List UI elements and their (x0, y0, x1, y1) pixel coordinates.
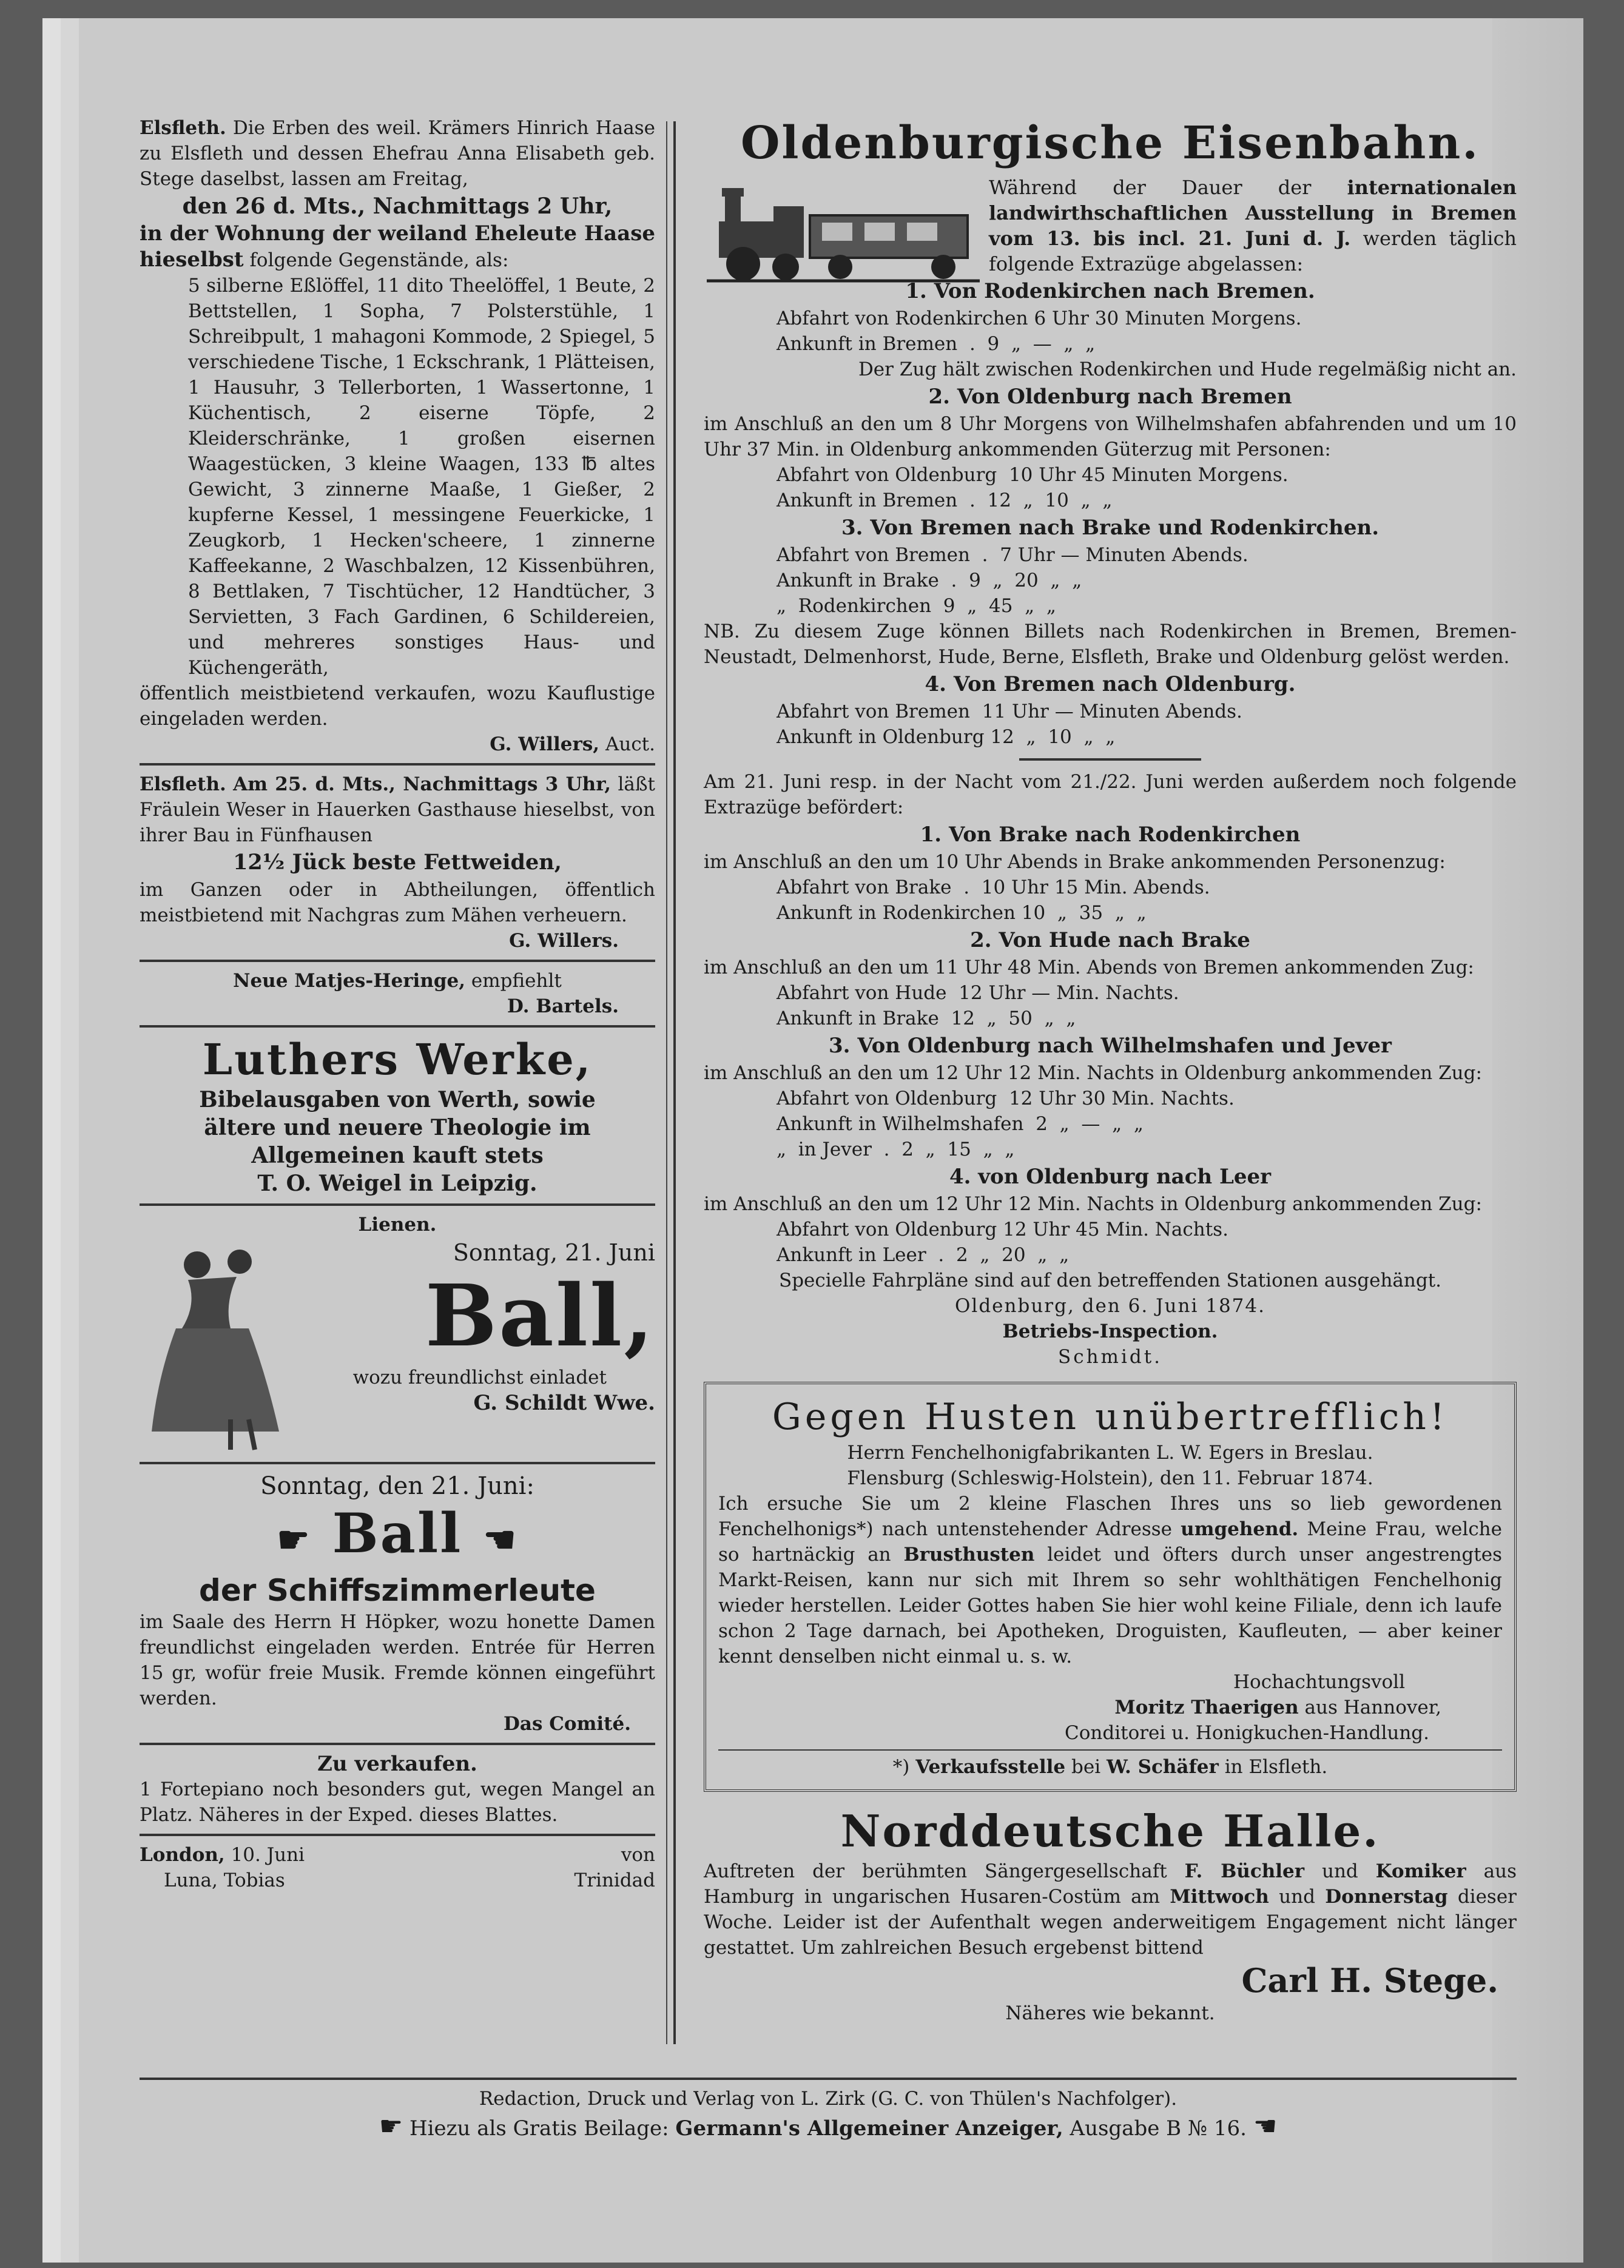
ad-line: ältere und neuere Theologie im (204, 1115, 591, 1140)
footer-supplement: Hiezu als Gratis Beilage: (409, 2116, 669, 2141)
ad-bold: Komiker (1375, 1860, 1466, 1882)
ad-line: Bibelausgaben von Werth, sowie (199, 1087, 596, 1112)
ad-date: Sonntag, den 21. Juni: (260, 1472, 534, 1500)
rail-dateline: Oldenburg, den 6. Juni 1874. (955, 1295, 1265, 1317)
ad-title: Gegen Husten unübertrefflich! (772, 1396, 1449, 1438)
rail-section-title: 4. Von Bremen nach Oldenburg. (925, 672, 1296, 696)
rail-section-title: 4. von Oldenburg nach Leer (949, 1165, 1272, 1189)
ad-place: in der Wohnung der weiland Eheleute Haase hieselbst (140, 221, 655, 272)
rail-time-row: „ in Jever . 2 „ 15 „ „ (777, 1139, 1015, 1160)
rail-note: NB. Zu diesem Zuge können Billets nach Rodenkirchen in Bremen, Bremen-Neustadt, Delmenhorst, Hude, Berne, Elsfleth, Brake und Oldenburg gelöst werden. (704, 621, 1517, 668)
rail-section-text: im Anschluß an den um 12 Uhr 12 Min. Nachts in Oldenburg ankommenden Zug: (704, 1193, 1482, 1215)
ad-closing: öffentlich meistbietend verkaufen, wozu Kauflustige eingeladen werden. (140, 682, 655, 730)
rail-note: Der Zug hält zwischen Rodenkirchen und Hude regelmäßig nicht an. (858, 358, 1517, 380)
divider (718, 1749, 1502, 1751)
ad-footnote: W. Schäfer (1107, 1756, 1219, 1778)
ad-dateline: Flensburg (Schleswig-Holstein), den 11. Februar 1874. (847, 1467, 1373, 1489)
ad-lead: Elsfleth. (140, 773, 226, 795)
ad-date: Sonntag, 21. Juni (453, 1239, 655, 1266)
rail-time-row: Abfahrt von Brake . 10 Uhr 15 Min. Abends. (777, 877, 1210, 898)
column-rule (673, 121, 676, 2044)
ad-footnote: bei (1071, 1756, 1101, 1778)
rail-intro (704, 175, 1517, 277)
left-column (140, 115, 655, 1893)
ad-intro: Die Erben des weil. Krämers Hinrich Haase zu Elsfleth und dessen Ehefrau Anna Elisabeth geb. Stege daselbst, lassen am Freitag, (140, 117, 655, 190)
divider (140, 763, 655, 766)
ad-text-bold: Brusthusten (903, 1544, 1035, 1566)
rail-time-row: Ankunft in Rodenkirchen 10 „ 35 „ „ (777, 902, 1147, 924)
ad-sender: Herrn Fenchelhonigfabrikanten L. W. Egers in Breslau. (847, 1442, 1373, 1464)
rail-time-row: Ankunft in Brake 12 „ 50 „ „ (777, 1008, 1076, 1029)
ad-footnote: in Elsfleth. (1224, 1756, 1328, 1778)
rail-time-row: Ankunft in Wilhelmshafen 2 „ — „ „ (777, 1113, 1144, 1135)
luther-ad (140, 1034, 655, 1197)
ad-closing: Hochachtungsvoll (1233, 1671, 1405, 1693)
footer-supplement-title: Germann's Allgemeiner Anzeiger, (675, 2116, 1063, 2141)
divider (140, 1462, 655, 1464)
news-date: 10. Juni (231, 1844, 305, 1866)
rail-section-text: im Anschluß an den um 12 Uhr 12 Min. Nachts in Oldenburg ankommenden Zug: (704, 1062, 1482, 1084)
ad-title: Ball (332, 1501, 463, 1566)
elsfleth-auction-ad (140, 115, 655, 757)
ad-subtitle: der Schiffszimmerleute (199, 1573, 596, 1608)
ad-footnote: *) (892, 1756, 910, 1778)
divider (140, 1025, 655, 1028)
rail-plans: Specielle Fahrpläne sind auf den betreffenden Stationen ausgehängt. (778, 1270, 1442, 1291)
ad-signature-role: Auct. (605, 733, 655, 755)
rail-time-row: „ Rodenkirchen 9 „ 45 „ „ (777, 595, 1056, 617)
footer-supplement-edition: Ausgabe B № 16. (1070, 2116, 1247, 2141)
ad-signature: G. Willers, (490, 733, 600, 755)
divider (1019, 758, 1201, 761)
ball-lienen-ad (140, 1212, 655, 1456)
divider (140, 1743, 655, 1745)
ad-invite: wozu freundlichst einladet (352, 1367, 607, 1388)
ad-title: Norddeutsche Halle. (840, 1805, 1380, 1857)
ad-footnote: Verkaufsstelle (915, 1756, 1066, 1778)
sale-ad (140, 1751, 655, 1828)
ad-text: 1 Fortepiano noch besonders gut, wegen Mangel an Platz. Näheres in der Exped. dieses Blattes. (140, 1778, 655, 1826)
ad-text: im Saale des Herrn H Höpker, wozu honette Damen freundlichst eingeladen werden. Entrée für Herren 15 gr, wofür freie Musik. Fremde können eingeführt werden. (140, 1611, 655, 1709)
rail-time-row: Ankunft in Bremen . 9 „ — „ „ (777, 333, 1096, 355)
rail-section-title: 2. Von Oldenburg nach Bremen (928, 385, 1292, 409)
rail-section-title: 3. Von Bremen nach Brake und Rodenkirchen. (841, 516, 1380, 540)
ad-text: dieser Woche. Leider ist der Aufenthalt wegen anderweitigem Engagement nicht länger gestattet. Um zahlreichen Besuch ergebenst bittend (704, 1886, 1517, 1959)
ad-title: Ball, (425, 1267, 655, 1366)
ad-signer: Moritz Thaerigen (1114, 1697, 1299, 1718)
ad-signature: Das Comité. (504, 1713, 631, 1735)
ad-signature: G. Willers. (509, 930, 619, 952)
rail-intro-text: werden täglich folgende Extrazüge abgelassen: (989, 227, 1517, 275)
rail-time-row: Abfahrt von Hude 12 Uhr — Min. Nachts. (777, 982, 1179, 1004)
rail-time-row: Abfahrt von Oldenburg 12 Uhr 30 Min. Nachts. (777, 1088, 1235, 1109)
ad-date: Am 25. d. Mts., Nachmittags 3 Uhr, (233, 773, 612, 795)
footer-imprint: Redaction, Druck und Verlag von L. Zirk (G. C. von Thülen's Nachfolger). (479, 2088, 1178, 2110)
ad-text: leidet und öfters durch unser angestrengtes Markt-Reisen, kann nur sich mit Ihrem so sehr wohlthätigen Fenchelhonig wieder herstellen. Leider Gottes haben Sie hier wohl keine Filiale, denn ich laufe schon 2 Tage darnach, bei Apotheken, Droguisten, Kaufleuten, — aber keiner kennt denselben nicht einmal u. s. w. (718, 1544, 1502, 1667)
herring-ad (140, 968, 655, 1019)
rail-time-row: Ankunft in Oldenburg 12 „ 10 „ „ (777, 726, 1116, 748)
divider (140, 960, 655, 962)
ball-shipwrights-ad (140, 1470, 655, 1737)
ad-signer-place: aus Hannover, (1304, 1697, 1441, 1718)
ad-text: im Ganzen oder in Abtheilungen, öffentlich meistbietend mit Nachgras zum Mähen verheuern. (140, 879, 655, 926)
rail-section-title: 1. Von Rodenkirchen nach Bremen. (905, 279, 1315, 303)
pointing-hand-icon: ☚ (483, 1519, 518, 1561)
ad-text: aus Hamburg in ungarischen Husaren-Costüm am (704, 1860, 1517, 1908)
ad-text: Neue Matjes-Heringe, (233, 970, 466, 992)
pointing-hand-icon: ☛ (277, 1519, 312, 1561)
divider (140, 2078, 1517, 2080)
news-from: von (621, 1844, 655, 1866)
rail-signature: Schmidt. (1057, 1346, 1163, 1368)
ad-text: läßt Fräulein Weser in Hauerken Gasthause hieselbst, von ihrer Bau in Fünfhausen (140, 773, 655, 846)
pointing-hand-icon: ☚ (1253, 2111, 1278, 2142)
ad-place-tail: folgende Gegenstände, als: (249, 249, 509, 271)
ad-signature: D. Bartels. (507, 995, 619, 1017)
rail-time-row: Abfahrt von Bremen 11 Uhr — Minuten Abends. (777, 701, 1242, 722)
ad-signature: G. Schildt Wwe. (473, 1391, 655, 1415)
column-rule-thin (666, 121, 667, 2044)
page-footer (140, 2071, 1517, 2144)
rail-section-text: im Anschluß an den um 8 Uhr Morgens von Wilhelmshafen abfahrenden und um 10 Uhr 37 Min. in Oldenburg ankommenden Güterzug mit Personen: (704, 413, 1517, 460)
rail-time-row: Abfahrt von Bremen . 7 Uhr — Minuten Abends. (777, 544, 1248, 566)
ad-signature: T. O. Weigel in Leipzig. (257, 1171, 537, 1196)
ad-line: Allgemeinen kauft stets (251, 1143, 544, 1168)
news-destination: Trinidad (574, 1869, 655, 1891)
rail-night-intro: Am 21. Juni resp. in der Nacht vom 21./22. Juni werden außerdem noch folgende Extrazüge befördert: (704, 771, 1517, 818)
elsfleth-meadow-ad (140, 772, 655, 954)
halle-ad (704, 1804, 1517, 2026)
rail-time-row: Abfahrt von Oldenburg 10 Uhr 45 Minuten Morgens. (777, 464, 1289, 486)
divider (140, 1834, 655, 1836)
ad-bold: Mittwoch (1170, 1886, 1269, 1908)
news-place: London, (140, 1844, 225, 1866)
dancing-couple-icon (140, 1237, 297, 1456)
rail-section-title: 2. Von Hude nach Brake (970, 928, 1250, 952)
pointing-hand-icon: ☛ (379, 2111, 403, 2142)
rail-section-title: 1. Von Brake nach Rodenkirchen (920, 823, 1301, 847)
ad-date: den 26 d. Mts., Nachmittags 2 Uhr, (182, 193, 613, 219)
ad-more: Näheres wie bekannt. (1005, 2002, 1215, 2024)
divider (140, 1203, 655, 1206)
ad-title: Luthers Werke, (202, 1034, 593, 1085)
ad-text: und (1321, 1860, 1358, 1882)
ad-place: Lienen. (358, 1214, 437, 1236)
rail-intro-text: Während der Dauer der (989, 176, 1312, 199)
ad-signature: Carl H. Stege. (1241, 1961, 1498, 2000)
rail-section-text: im Anschluß an den um 10 Uhr Abends in Brake ankommenden Personenzug: (704, 851, 1446, 873)
ad-bold: F. Büchler (1184, 1860, 1305, 1882)
ad-title: Zu verkaufen. (317, 1752, 477, 1776)
ad-text-bold: umgehend. (1181, 1518, 1299, 1540)
rail-time-row: Ankunft in Bremen . 12 „ 10 „ „ (777, 490, 1113, 511)
ad-text: Ich ersuche Sie um 2 kleine Flaschen Ihres uns so lieb gewordenen Fenchelhonigs*) nach untenstehender Adresse (718, 1493, 1502, 1540)
news-ship: Luna, Tobias (164, 1869, 285, 1891)
rail-time-row: Abfahrt von Rodenkirchen 6 Uhr 30 Minuten Morgens. (777, 308, 1302, 329)
ad-items: 5 silberne Eßlöffel, 11 dito Theelöffel, 1 Beute, 2 Bettstellen, 1 Sopha, 7 Polsterstühle, 1 Schreibpult, 1 mahagoni Kommode, 2 Spiegel, 5 verschiedene Tische, 1 Eckschrank, 1 Plätteisen, 1 Hausuhr, 3 Tellerborten, 1 Wassertonne, 1 Küchentisch, 2 eiserne Töpfe, 2 Kleiderschränke, 1 großen eisernen Waagestücken, 3 kleine Waagen, 133 ℔ altes Gewicht, 3 zinnerne Maaße, 1 Gießer, 2 kupferne Kessel, 1 messingene Feuerkicke, 1 Zeugkorb, 1 Hecken'scheere, 1 zinnerne Kaffeekanne, 2 Waschbalzen, 12 Kissenbühren, 8 Bettlaken, 7 Tischtücher, 12 Handtücher, 3 Servietten, 3 Fach Gardinen, 6 Schildereien, und mehreres sonstiges Haus- und Küchengeräth, (188, 275, 655, 679)
ad-text: und (1279, 1886, 1315, 1908)
rail-time-row: Abfahrt von Oldenburg 12 Uhr 45 Min. Nachts. (777, 1219, 1228, 1240)
rail-time-row: Ankunft in Leer . 2 „ 20 „ „ (777, 1244, 1070, 1266)
ad-headline: 12½ Jück beste Fettweiden, (233, 850, 562, 875)
cough-ad (704, 1382, 1517, 1792)
ad-bold: Donnerstag (1325, 1886, 1448, 1908)
rail-intro-bold: internationalen landwirthschaftlichen Ausstellung in Bremen vom 13. bis incl. 21. Juni d. J. (989, 176, 1517, 250)
right-column (704, 115, 1517, 2026)
rail-time-row: Ankunft in Brake . 9 „ 20 „ „ (777, 570, 1082, 591)
ad-text: Auftreten der berühmten Sängergesellschaft (704, 1860, 1167, 1882)
rail-section-text: im Anschluß an den um 11 Uhr 48 Min. Abends von Bremen ankommenden Zug: (704, 957, 1474, 978)
ad-signer-role: Conditorei u. Honigkuchen-Handlung. (1065, 1722, 1429, 1744)
rail-section-title: 3. Von Oldenburg nach Wilhelmshafen und Jever (829, 1034, 1392, 1058)
rail-title: Oldenburgische Eisenbahn. (740, 117, 1480, 169)
rail-office: Betriebs-Inspection. (1002, 1321, 1218, 1342)
ad-lead: Elsfleth. (140, 117, 226, 139)
shipping-news (140, 1842, 655, 1893)
ad-tail: empfiehlt (471, 970, 562, 992)
ad-text: Meine Frau, welche so hartnäckig an (718, 1518, 1502, 1566)
